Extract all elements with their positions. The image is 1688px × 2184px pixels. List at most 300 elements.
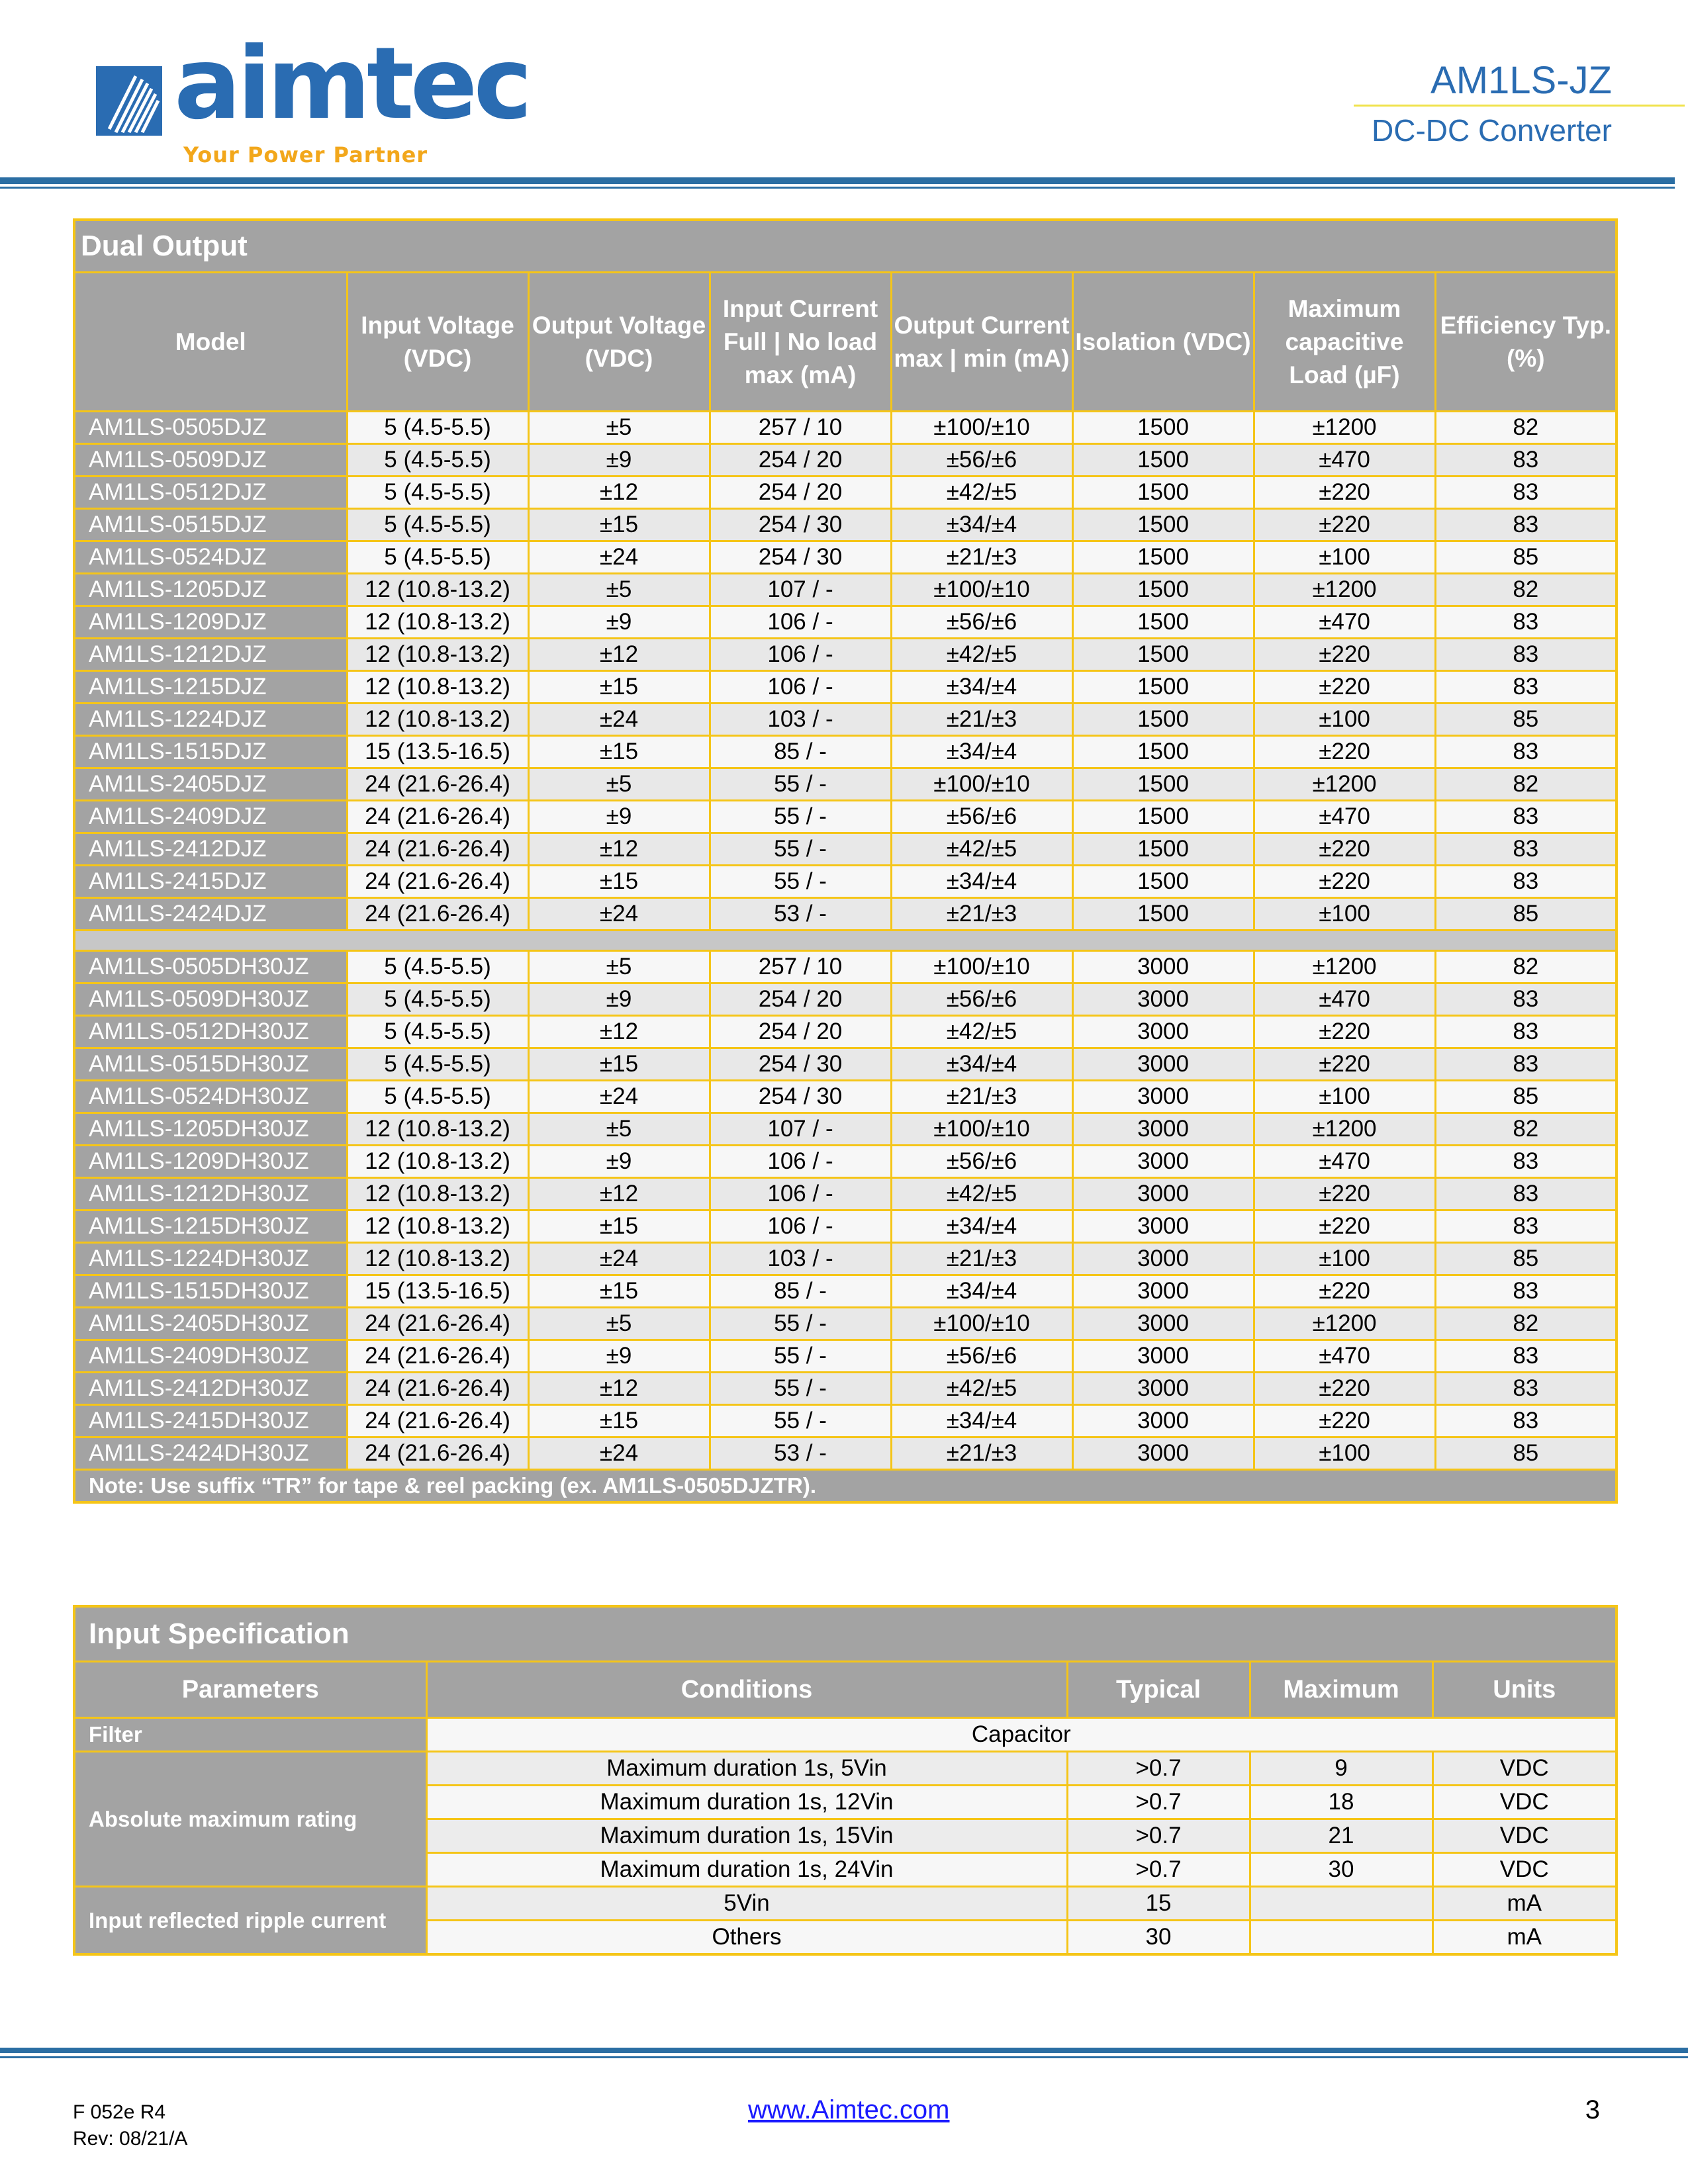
table-row (74, 1275, 1617, 1308)
table-row (74, 833, 1617, 866)
table-row (74, 1243, 1617, 1275)
aimtec-logo (96, 26, 529, 169)
cell-input-current: 257 / 10 (710, 412, 891, 444)
cell-input-voltage: 24 (21.6-26.4) (347, 1405, 528, 1437)
cell-max-cap-load: ±1200 (1254, 574, 1435, 606)
cell-input-voltage: 15 (13.5-16.5) (347, 736, 528, 768)
cell-efficiency: 82 (1435, 412, 1617, 444)
cell-isolation: 1500 (1072, 736, 1254, 768)
cell-input-current: 55 / - (710, 1308, 891, 1340)
cell-output-voltage: ±9 (528, 983, 710, 1016)
param-absolute-max: Absolute maximum rating (74, 1752, 426, 1887)
cell-output-voltage: ±9 (528, 801, 710, 833)
cell-output-current: ±21/±3 (891, 704, 1072, 736)
cell-max-cap-load: ±220 (1254, 671, 1435, 704)
cell-efficiency: 83 (1435, 477, 1617, 509)
cell-output-current: ±34/±4 (891, 1210, 1072, 1243)
cell-max-cap-load: ±470 (1254, 983, 1435, 1016)
cell-efficiency: 82 (1435, 574, 1617, 606)
cell-max-cap-load: ±220 (1254, 477, 1435, 509)
ripple-maximum (1250, 1887, 1432, 1921)
dual-output-title: Dual Output (74, 220, 1617, 273)
cell-input-voltage: 5 (4.5-5.5) (347, 951, 528, 983)
ripple-typical: 30 (1067, 1921, 1250, 1955)
cell-isolation: 3000 (1072, 1081, 1254, 1113)
cell-model: AM1LS-1215DJZ (74, 671, 347, 704)
cell-model: AM1LS-1212DJZ (74, 639, 347, 671)
cell-model: AM1LS-0505DH30JZ (74, 951, 347, 983)
cell-output-voltage: ±5 (528, 574, 710, 606)
cell-max-cap-load: ±220 (1254, 1373, 1435, 1405)
cell-model: AM1LS-2409DH30JZ (74, 1340, 347, 1373)
table-row (74, 704, 1617, 736)
table-row (74, 1178, 1617, 1210)
cell-max-cap-load: ±220 (1254, 1210, 1435, 1243)
cell-input-current: 106 / - (710, 606, 891, 639)
cell-efficiency: 83 (1435, 983, 1617, 1016)
cell-input-current: 103 / - (710, 1243, 891, 1275)
ripple-maximum (1250, 1921, 1432, 1955)
cell-max-cap-load: ±1200 (1254, 1113, 1435, 1146)
cell-input-current: 53 / - (710, 1437, 891, 1470)
col-header-isolation: Isolation (VDC) (1072, 273, 1254, 412)
cell-model: AM1LS-0509DJZ (74, 444, 347, 477)
cell-input-voltage: 15 (13.5-16.5) (347, 1275, 528, 1308)
cell-isolation: 3000 (1072, 983, 1254, 1016)
product-subtitle: DC-DC Converter (1372, 113, 1612, 148)
cell-model: AM1LS-1205DH30JZ (74, 1113, 347, 1146)
cell-input-current: 107 / - (710, 1113, 891, 1146)
logo-tagline: Your Power Partner (183, 142, 428, 167)
cell-output-voltage: ±12 (528, 1178, 710, 1210)
cell-max-cap-load: ±100 (1254, 541, 1435, 574)
cell-efficiency: 83 (1435, 801, 1617, 833)
cell-output-voltage: ±15 (528, 1275, 710, 1308)
cell-max-cap-load: ±1200 (1254, 951, 1435, 983)
cell-output-current: ±42/±5 (891, 1016, 1072, 1048)
input-specification-table (73, 1605, 1618, 1956)
cell-model: AM1LS-1215DH30JZ (74, 1210, 347, 1243)
abs-max-condition: Maximum duration 1s, 15Vin (426, 1819, 1067, 1853)
param-ripple-current: Input reflected ripple current (74, 1887, 426, 1955)
cell-input-voltage: 24 (21.6-26.4) (347, 768, 528, 801)
table-row (74, 1113, 1617, 1146)
cell-output-current: ±34/±4 (891, 1405, 1072, 1437)
cell-isolation: 1500 (1072, 541, 1254, 574)
cell-model: AM1LS-2405DH30JZ (74, 1308, 347, 1340)
cell-isolation: 1500 (1072, 606, 1254, 639)
table-row (74, 639, 1617, 671)
cell-output-voltage: ±12 (528, 639, 710, 671)
cell-efficiency: 83 (1435, 639, 1617, 671)
cell-efficiency: 82 (1435, 1308, 1617, 1340)
dual-output-table (73, 218, 1618, 1504)
table-row (74, 1146, 1617, 1178)
cell-input-current: 53 / - (710, 898, 891, 931)
cell-input-current: 254 / 20 (710, 477, 891, 509)
cell-isolation: 3000 (1072, 1340, 1254, 1373)
website-link[interactable]: www.Aimtec.com (748, 2095, 950, 2124)
table-row (74, 898, 1617, 931)
cell-output-current: ±56/±6 (891, 983, 1072, 1016)
header-accent-line (1354, 105, 1685, 107)
cell-output-current: ±56/±6 (891, 1340, 1072, 1373)
ripple-typical: 15 (1067, 1887, 1250, 1921)
cell-output-voltage: ±24 (528, 1243, 710, 1275)
cell-output-voltage: ±12 (528, 1016, 710, 1048)
param-filter: Filter (74, 1718, 426, 1752)
cell-isolation: 1500 (1072, 477, 1254, 509)
cell-input-voltage: 5 (4.5-5.5) (347, 412, 528, 444)
cell-output-current: ±21/±3 (891, 1081, 1072, 1113)
table-row (74, 1210, 1617, 1243)
cell-output-current: ±21/±3 (891, 541, 1072, 574)
cell-efficiency: 83 (1435, 1340, 1617, 1373)
cell-model: AM1LS-2412DH30JZ (74, 1373, 347, 1405)
page-number: 3 (1585, 2095, 1600, 2124)
cell-output-current: ±100/±10 (891, 412, 1072, 444)
cell-input-voltage: 12 (10.8-13.2) (347, 1243, 528, 1275)
cell-model: AM1LS-0509DH30JZ (74, 983, 347, 1016)
cell-input-current: 106 / - (710, 639, 891, 671)
col-header-typical: Typical (1067, 1662, 1250, 1718)
abs-max-maximum: 30 (1250, 1853, 1432, 1887)
cell-output-voltage: ±15 (528, 736, 710, 768)
group-3000vdc (74, 951, 1617, 1470)
cell-efficiency: 83 (1435, 1373, 1617, 1405)
cell-max-cap-load: ±1200 (1254, 768, 1435, 801)
cell-isolation: 1500 (1072, 412, 1254, 444)
cell-output-voltage: ±24 (528, 1437, 710, 1470)
cell-output-voltage: ±5 (528, 1113, 710, 1146)
cell-input-voltage: 5 (4.5-5.5) (347, 541, 528, 574)
cell-input-current: 254 / 30 (710, 541, 891, 574)
cell-output-voltage: ±24 (528, 704, 710, 736)
cell-isolation: 3000 (1072, 1146, 1254, 1178)
cell-max-cap-load: ±100 (1254, 1243, 1435, 1275)
cell-input-current: 85 / - (710, 736, 891, 768)
cell-output-voltage: ±9 (528, 444, 710, 477)
cell-isolation: 1500 (1072, 768, 1254, 801)
abs-max-typical: >0.7 (1067, 1819, 1250, 1853)
cell-output-voltage: ±5 (528, 768, 710, 801)
table-row (74, 1437, 1617, 1470)
cell-output-current: ±42/±5 (891, 639, 1072, 671)
cell-input-current: 55 / - (710, 1405, 891, 1437)
cell-output-current: ±21/±3 (891, 1243, 1072, 1275)
cell-output-current: ±21/±3 (891, 1437, 1072, 1470)
cell-output-current: ±34/±4 (891, 866, 1072, 898)
cell-isolation: 3000 (1072, 1178, 1254, 1210)
cell-input-current: 254 / 30 (710, 1081, 891, 1113)
cell-max-cap-load: ±220 (1254, 1016, 1435, 1048)
cell-output-voltage: ±15 (528, 1210, 710, 1243)
cell-model: AM1LS-2412DJZ (74, 833, 347, 866)
abs-max-maximum: 21 (1250, 1819, 1432, 1853)
packing-note: Note: Use suffix “TR” for tape & reel packing (ex. AM1LS-0505DJZTR). (74, 1470, 1617, 1503)
cell-output-current: ±56/±6 (891, 444, 1072, 477)
cell-input-current: 55 / - (710, 833, 891, 866)
table-row (74, 983, 1617, 1016)
cell-max-cap-load: ±100 (1254, 704, 1435, 736)
cell-isolation: 1500 (1072, 704, 1254, 736)
cell-max-cap-load: ±470 (1254, 801, 1435, 833)
cell-input-voltage: 24 (21.6-26.4) (347, 1308, 528, 1340)
cell-isolation: 3000 (1072, 1016, 1254, 1048)
cell-output-current: ±42/±5 (891, 1373, 1072, 1405)
cell-input-current: 106 / - (710, 1178, 891, 1210)
cell-max-cap-load: ±470 (1254, 606, 1435, 639)
table-row (74, 866, 1617, 898)
cell-output-voltage: ±9 (528, 1340, 710, 1373)
cell-output-current: ±56/±6 (891, 1146, 1072, 1178)
cell-output-voltage: ±12 (528, 833, 710, 866)
cell-input-current: 55 / - (710, 1340, 891, 1373)
cell-output-current: ±42/±5 (891, 1178, 1072, 1210)
cell-efficiency: 82 (1435, 768, 1617, 801)
cell-input-voltage: 24 (21.6-26.4) (347, 1340, 528, 1373)
table-row (74, 801, 1617, 833)
col-header-parameters: Parameters (74, 1662, 426, 1718)
header-rule (0, 177, 1675, 184)
cell-input-current: 55 / - (710, 866, 891, 898)
cell-model: AM1LS-0505DJZ (74, 412, 347, 444)
cell-isolation: 3000 (1072, 1437, 1254, 1470)
cell-max-cap-load: ±1200 (1254, 412, 1435, 444)
cell-input-current: 254 / 20 (710, 983, 891, 1016)
abs-max-units: VDC (1432, 1752, 1617, 1786)
cell-isolation: 1500 (1072, 509, 1254, 541)
cell-input-current: 103 / - (710, 704, 891, 736)
col-header-model: Model (74, 273, 347, 412)
cell-efficiency: 83 (1435, 1016, 1617, 1048)
cell-isolation: 3000 (1072, 1113, 1254, 1146)
cell-output-voltage: ±12 (528, 1373, 710, 1405)
cell-efficiency: 83 (1435, 1405, 1617, 1437)
cell-isolation: 3000 (1072, 1308, 1254, 1340)
cell-max-cap-load: ±220 (1254, 1405, 1435, 1437)
abs-max-maximum: 18 (1250, 1786, 1432, 1819)
cell-output-current: ±34/±4 (891, 1275, 1072, 1308)
cell-input-voltage: 5 (4.5-5.5) (347, 1048, 528, 1081)
col-header-units: Units (1432, 1662, 1617, 1718)
cell-input-voltage: 5 (4.5-5.5) (347, 983, 528, 1016)
cell-input-voltage: 24 (21.6-26.4) (347, 1373, 528, 1405)
cell-isolation: 1500 (1072, 833, 1254, 866)
cell-max-cap-load: ±220 (1254, 639, 1435, 671)
table-row (74, 768, 1617, 801)
table-row (74, 541, 1617, 574)
cell-output-current: ±56/±6 (891, 606, 1072, 639)
cell-output-voltage: ±9 (528, 1146, 710, 1178)
cell-isolation: 3000 (1072, 1048, 1254, 1081)
cell-model: AM1LS-0512DH30JZ (74, 1016, 347, 1048)
cell-max-cap-load: ±100 (1254, 1437, 1435, 1470)
cell-input-voltage: 5 (4.5-5.5) (347, 1081, 528, 1113)
cell-output-current: ±34/±4 (891, 671, 1072, 704)
cell-model: AM1LS-2424DJZ (74, 898, 347, 931)
cell-efficiency: 83 (1435, 736, 1617, 768)
table-row (74, 1373, 1617, 1405)
col-header-output-current: Output Current max | min (mA) (891, 273, 1072, 412)
cell-efficiency: 83 (1435, 444, 1617, 477)
cell-efficiency: 83 (1435, 509, 1617, 541)
cell-efficiency: 83 (1435, 866, 1617, 898)
form-number: F 052e R4 (73, 2101, 166, 2123)
header-rule-thin (0, 187, 1675, 189)
cell-output-voltage: ±15 (528, 1048, 710, 1081)
cell-output-current: ±100/±10 (891, 1308, 1072, 1340)
cell-model: AM1LS-0524DJZ (74, 541, 347, 574)
cell-output-current: ±21/±3 (891, 898, 1072, 931)
cell-max-cap-load: ±100 (1254, 1081, 1435, 1113)
cell-output-voltage: ±15 (528, 866, 710, 898)
table-row (74, 444, 1617, 477)
product-title: AM1LS-JZ (1430, 59, 1612, 102)
filter-value: Capacitor (426, 1718, 1617, 1752)
cell-efficiency: 83 (1435, 1210, 1617, 1243)
cell-efficiency: 83 (1435, 1275, 1617, 1308)
table-row (74, 509, 1617, 541)
cell-input-voltage: 12 (10.8-13.2) (347, 1113, 528, 1146)
abs-max-units: VDC (1432, 1819, 1617, 1853)
cell-output-voltage: ±5 (528, 951, 710, 983)
cell-model: AM1LS-0515DH30JZ (74, 1048, 347, 1081)
cell-input-current: 107 / - (710, 574, 891, 606)
table-row (74, 477, 1617, 509)
cell-output-voltage: ±15 (528, 509, 710, 541)
cell-max-cap-load: ±220 (1254, 866, 1435, 898)
table-row (74, 1081, 1617, 1113)
cell-efficiency: 85 (1435, 898, 1617, 931)
cell-model: AM1LS-1209DJZ (74, 606, 347, 639)
cell-model: AM1LS-1205DJZ (74, 574, 347, 606)
cell-efficiency: 83 (1435, 1178, 1617, 1210)
table-row (74, 951, 1617, 983)
abs-max-condition: Maximum duration 1s, 5Vin (426, 1752, 1067, 1786)
cell-efficiency: 85 (1435, 1243, 1617, 1275)
cell-input-voltage: 12 (10.8-13.2) (347, 574, 528, 606)
logo-mark-icon (96, 66, 162, 136)
cell-input-voltage: 12 (10.8-13.2) (347, 1210, 528, 1243)
table-row (74, 736, 1617, 768)
cell-max-cap-load: ±220 (1254, 1048, 1435, 1081)
cell-input-voltage: 12 (10.8-13.2) (347, 1178, 528, 1210)
cell-model: AM1LS-0524DH30JZ (74, 1081, 347, 1113)
cell-max-cap-load: ±1200 (1254, 1308, 1435, 1340)
cell-output-voltage: ±24 (528, 898, 710, 931)
cell-input-voltage: 5 (4.5-5.5) (347, 1016, 528, 1048)
cell-input-voltage: 12 (10.8-13.2) (347, 671, 528, 704)
cell-efficiency: 82 (1435, 1113, 1617, 1146)
cell-model: AM1LS-2409DJZ (74, 801, 347, 833)
abs-max-condition: Maximum duration 1s, 24Vin (426, 1853, 1067, 1887)
table-row (74, 1016, 1617, 1048)
cell-efficiency: 85 (1435, 1081, 1617, 1113)
group-separator (74, 931, 1617, 951)
footer-rule (0, 2048, 1688, 2053)
table-row (74, 1308, 1617, 1340)
table-row (74, 671, 1617, 704)
cell-input-voltage: 12 (10.8-13.2) (347, 704, 528, 736)
cell-efficiency: 85 (1435, 1437, 1617, 1470)
cell-isolation: 3000 (1072, 1275, 1254, 1308)
ripple-units: mA (1432, 1887, 1617, 1921)
cell-max-cap-load: ±220 (1254, 833, 1435, 866)
col-header-efficiency: Efficiency Typ. (%) (1435, 273, 1617, 412)
cell-output-voltage: ±12 (528, 477, 710, 509)
cell-isolation: 1500 (1072, 898, 1254, 931)
cell-isolation: 3000 (1072, 951, 1254, 983)
revision: Rev: 08/21/A (73, 2128, 188, 2150)
group-1500vdc (74, 412, 1617, 931)
table-row (74, 1340, 1617, 1373)
cell-isolation: 1500 (1072, 639, 1254, 671)
cell-efficiency: 85 (1435, 704, 1617, 736)
cell-model: AM1LS-1212DH30JZ (74, 1178, 347, 1210)
cell-isolation: 1500 (1072, 671, 1254, 704)
cell-model: AM1LS-1224DH30JZ (74, 1243, 347, 1275)
cell-model: AM1LS-0515DJZ (74, 509, 347, 541)
col-header-maximum: Maximum (1250, 1662, 1432, 1718)
cell-input-current: 55 / - (710, 801, 891, 833)
cell-input-current: 55 / - (710, 768, 891, 801)
cell-model: AM1LS-1515DJZ (74, 736, 347, 768)
cell-input-voltage: 24 (21.6-26.4) (347, 833, 528, 866)
cell-input-voltage: 12 (10.8-13.2) (347, 639, 528, 671)
cell-output-current: ±42/±5 (891, 477, 1072, 509)
table-row (74, 1405, 1617, 1437)
cell-input-current: 257 / 10 (710, 951, 891, 983)
input-spec-title: Input Specification (74, 1606, 1617, 1662)
table-row (74, 606, 1617, 639)
cell-isolation: 1500 (1072, 444, 1254, 477)
cell-output-current: ±56/±6 (891, 801, 1072, 833)
cell-model: AM1LS-2415DH30JZ (74, 1405, 347, 1437)
ripple-condition: Others (426, 1921, 1067, 1955)
cell-input-current: 55 / - (710, 1373, 891, 1405)
cell-isolation: 3000 (1072, 1210, 1254, 1243)
abs-max-units: VDC (1432, 1853, 1617, 1887)
cell-input-voltage: 24 (21.6-26.4) (347, 866, 528, 898)
table-row (74, 574, 1617, 606)
cell-input-current: 106 / - (710, 671, 891, 704)
cell-output-current: ±100/±10 (891, 574, 1072, 606)
col-header-input-current: Input Current Full | No load max (mA) (710, 273, 891, 412)
cell-input-voltage: 24 (21.6-26.4) (347, 1437, 528, 1470)
cell-input-current: 106 / - (710, 1210, 891, 1243)
cell-input-voltage: 5 (4.5-5.5) (347, 509, 528, 541)
cell-input-current: 254 / 30 (710, 509, 891, 541)
cell-isolation: 3000 (1072, 1243, 1254, 1275)
cell-output-current: ±100/±10 (891, 1113, 1072, 1146)
cell-model: AM1LS-0512DJZ (74, 477, 347, 509)
cell-max-cap-load: ±220 (1254, 509, 1435, 541)
cell-isolation: 3000 (1072, 1405, 1254, 1437)
col-header-input-voltage: Input Voltage (VDC) (347, 273, 528, 412)
abs-max-typical: >0.7 (1067, 1853, 1250, 1887)
cell-input-voltage: 5 (4.5-5.5) (347, 444, 528, 477)
cell-efficiency: 83 (1435, 1146, 1617, 1178)
cell-output-voltage: ±5 (528, 412, 710, 444)
cell-isolation: 1500 (1072, 574, 1254, 606)
cell-output-voltage: ±15 (528, 1405, 710, 1437)
col-header-max-cap-load: Maximum capacitive Load (µF) (1254, 273, 1435, 412)
col-header-output-voltage: Output Voltage (VDC) (528, 273, 710, 412)
cell-output-current: ±34/±4 (891, 509, 1072, 541)
cell-isolation: 1500 (1072, 866, 1254, 898)
cell-isolation: 3000 (1072, 1373, 1254, 1405)
